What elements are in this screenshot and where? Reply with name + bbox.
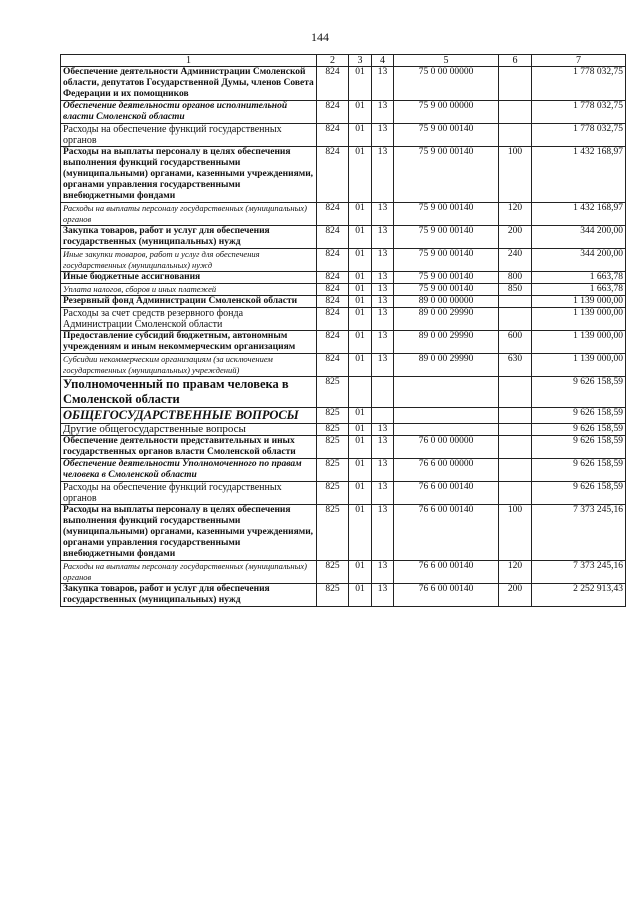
target-article-cell: 75 9 00 00140: [394, 272, 499, 284]
name-cell: Расходы на выплаты персоналу государственных (муниципальных) органов: [61, 561, 317, 584]
ved-cell: 824: [317, 272, 349, 284]
table-row: [61, 436, 626, 459]
ved-cell: 824: [317, 124, 349, 147]
expense-type-cell: [499, 101, 532, 124]
table-row: [61, 284, 626, 296]
expense-type-cell: [499, 377, 532, 408]
subsection-cell: 13: [372, 459, 394, 482]
section-cell: 01: [349, 331, 372, 354]
section-cell: 01: [349, 354, 372, 377]
section-cell: 01: [349, 124, 372, 147]
subsection-cell: [372, 377, 394, 408]
amount-cell: 1 432 168,97: [532, 147, 626, 203]
header-row: [61, 55, 626, 67]
header-cell: 5: [394, 55, 499, 67]
name-cell: Обеспечение деятельности Администрации Смоленской области, депутатов Государственной Думы, членов Совета Федерации и их помощников: [61, 67, 317, 101]
header-cell: 1: [61, 55, 317, 67]
expense-type-cell: 200: [499, 584, 532, 607]
amount-cell: 7 373 245,16: [532, 561, 626, 584]
section-cell: 01: [349, 436, 372, 459]
section-cell: 01: [349, 505, 372, 561]
name-cell: Обеспечение деятельности органов исполнительной власти Смоленской области: [61, 101, 317, 124]
ved-cell: 824: [317, 203, 349, 226]
expense-type-cell: 600: [499, 331, 532, 354]
section-cell: 01: [349, 101, 372, 124]
name-cell: Расходы на обеспечение функций государственных органов: [61, 124, 317, 147]
subsection-cell: [372, 408, 394, 424]
target-article-cell: 75 9 00 00140: [394, 249, 499, 272]
ved-cell: 825: [317, 424, 349, 436]
table-row: [61, 459, 626, 482]
section-cell: 01: [349, 584, 372, 607]
section-cell: 01: [349, 249, 372, 272]
name-cell: Расходы на выплаты персоналу государственных (муниципальных) органов: [61, 203, 317, 226]
target-article-cell: 76 6 00 00140: [394, 505, 499, 561]
expense-type-cell: [499, 296, 532, 308]
ved-cell: 824: [317, 226, 349, 249]
name-cell: Обеспечение деятельности Уполномоченного по правам человека в Смоленской области: [61, 459, 317, 482]
amount-cell: 1 139 000,00: [532, 308, 626, 331]
table-body: [61, 67, 626, 607]
expense-type-cell: [499, 308, 532, 331]
target-article-cell: 75 9 00 00140: [394, 203, 499, 226]
section-cell: 01: [349, 424, 372, 436]
target-article-cell: 89 0 00 00000: [394, 296, 499, 308]
table-row: [61, 67, 626, 101]
expense-type-cell: 800: [499, 272, 532, 284]
subsection-cell: 13: [372, 424, 394, 436]
target-article-cell: 89 0 00 29990: [394, 308, 499, 331]
subsection-cell: 13: [372, 272, 394, 284]
amount-cell: 2 252 913,43: [532, 584, 626, 607]
target-article-cell: 75 9 00 00140: [394, 147, 499, 203]
section-cell: 01: [349, 561, 372, 584]
target-article-cell: 75 9 00 00000: [394, 101, 499, 124]
name-cell: Предоставление субсидий бюджетным, автономным учреждениям и иным некоммерческим организациям: [61, 331, 317, 354]
subsection-cell: 13: [372, 482, 394, 505]
amount-cell: 1 139 000,00: [532, 331, 626, 354]
table-row: [61, 354, 626, 377]
amount-cell: 1 139 000,00: [532, 296, 626, 308]
header-cell: 3: [349, 55, 372, 67]
table-row: [61, 226, 626, 249]
name-cell: Расходы за счет средств резервного фонда Администрации Смоленской области: [61, 308, 317, 331]
amount-cell: 1 778 032,75: [532, 101, 626, 124]
expense-type-cell: [499, 408, 532, 424]
subsection-cell: 13: [372, 226, 394, 249]
table-row: [61, 308, 626, 331]
table-row: [61, 561, 626, 584]
ved-cell: 825: [317, 459, 349, 482]
subsection-cell: 13: [372, 436, 394, 459]
table-row: [61, 505, 626, 561]
amount-cell: 344 200,00: [532, 226, 626, 249]
section-cell: 01: [349, 147, 372, 203]
section-cell: 01: [349, 226, 372, 249]
target-article-cell: [394, 377, 499, 408]
ved-cell: 824: [317, 101, 349, 124]
amount-cell: 1 432 168,97: [532, 203, 626, 226]
name-cell: Другие общегосударственные вопросы: [61, 424, 317, 436]
subsection-cell: 13: [372, 296, 394, 308]
budget-table: [60, 54, 626, 607]
ved-cell: 824: [317, 331, 349, 354]
ved-cell: 824: [317, 147, 349, 203]
target-article-cell: [394, 408, 499, 424]
ved-cell: 825: [317, 377, 349, 408]
section-cell: 01: [349, 296, 372, 308]
ved-cell: 824: [317, 249, 349, 272]
expense-type-cell: [499, 67, 532, 101]
target-article-cell: 75 9 00 00140: [394, 124, 499, 147]
target-article-cell: 75 9 00 00140: [394, 284, 499, 296]
subsection-cell: 13: [372, 354, 394, 377]
name-cell: Расходы на обеспечение функций государственных органов: [61, 482, 317, 505]
subsection-cell: 13: [372, 284, 394, 296]
name-cell: Расходы на выплаты персоналу в целях обеспечения выполнения функций государственными (муниципальными) органами, казенными учреждениями, органами управления государственными внебюджетными фондами: [61, 505, 317, 561]
section-cell: 01: [349, 408, 372, 424]
expense-type-cell: [499, 436, 532, 459]
subsection-cell: 13: [372, 584, 394, 607]
ved-cell: 824: [317, 67, 349, 101]
target-article-cell: 89 0 00 29990: [394, 331, 499, 354]
section-cell: 01: [349, 67, 372, 101]
section-cell: 01: [349, 284, 372, 296]
ved-cell: 824: [317, 354, 349, 377]
target-article-cell: [394, 424, 499, 436]
table-row: [61, 296, 626, 308]
section-cell: 01: [349, 308, 372, 331]
ved-cell: 824: [317, 308, 349, 331]
subsection-cell: 13: [372, 101, 394, 124]
name-cell: Закупка товаров, работ и услуг для обеспечения государственных (муниципальных) нужд: [61, 584, 317, 607]
expense-type-cell: [499, 124, 532, 147]
subsection-cell: 13: [372, 331, 394, 354]
target-article-cell: 76 6 00 00140: [394, 584, 499, 607]
name-cell: Расходы на выплаты персоналу в целях обеспечения выполнения функций государственными (муниципальными) органами, казенными учреждениями, органами управления государственными внебюджетными фондами: [61, 147, 317, 203]
expense-type-cell: 120: [499, 561, 532, 584]
ved-cell: 825: [317, 505, 349, 561]
amount-cell: 1 663,78: [532, 284, 626, 296]
subsection-cell: 13: [372, 505, 394, 561]
subsection-cell: 13: [372, 203, 394, 226]
ved-cell: 824: [317, 284, 349, 296]
subsection-cell: 13: [372, 147, 394, 203]
name-cell: Уплата налогов, сборов и иных платежей: [61, 284, 317, 296]
expense-type-cell: 240: [499, 249, 532, 272]
table-row: [61, 424, 626, 436]
expense-type-cell: 100: [499, 147, 532, 203]
table-row: [61, 272, 626, 284]
section-cell: [349, 377, 372, 408]
subsection-cell: 13: [372, 67, 394, 101]
section-cell: 01: [349, 459, 372, 482]
header-cell: 6: [499, 55, 532, 67]
amount-cell: 9 626 158,59: [532, 408, 626, 424]
target-article-cell: 76 6 00 00140: [394, 561, 499, 584]
ved-cell: 824: [317, 296, 349, 308]
name-cell: Субсидии некоммерческим организациям (за исключением государственных (муниципальных) учреждений): [61, 354, 317, 377]
table-row: [61, 331, 626, 354]
amount-cell: 9 626 158,59: [532, 459, 626, 482]
name-cell: Закупка товаров, работ и услуг для обеспечения государственных (муниципальных) нужд: [61, 226, 317, 249]
target-article-cell: 76 6 00 00140: [394, 482, 499, 505]
amount-cell: 9 626 158,59: [532, 482, 626, 505]
expense-type-cell: [499, 459, 532, 482]
table-row: [61, 377, 626, 408]
amount-cell: 1 778 032,75: [532, 67, 626, 101]
amount-cell: 7 373 245,16: [532, 505, 626, 561]
table-row: [61, 147, 626, 203]
target-article-cell: 76 6 00 00000: [394, 459, 499, 482]
ved-cell: 825: [317, 584, 349, 607]
expense-type-cell: 630: [499, 354, 532, 377]
name-cell: Иные закупки товаров, работ и услуг для обеспечения государственных (муниципальных) нужд: [61, 249, 317, 272]
subsection-cell: 13: [372, 124, 394, 147]
header-cell: 4: [372, 55, 394, 67]
expense-type-cell: 200: [499, 226, 532, 249]
ved-cell: 825: [317, 482, 349, 505]
expense-type-cell: 850: [499, 284, 532, 296]
subsection-cell: 13: [372, 308, 394, 331]
amount-cell: 1 139 000,00: [532, 354, 626, 377]
target-article-cell: 75 9 00 00140: [394, 226, 499, 249]
header-cell: 7: [532, 55, 626, 67]
amount-cell: 9 626 158,59: [532, 424, 626, 436]
amount-cell: 1 778 032,75: [532, 124, 626, 147]
subsection-cell: 13: [372, 561, 394, 584]
header-cell: 2: [317, 55, 349, 67]
amount-cell: 9 626 158,59: [532, 377, 626, 408]
amount-cell: 9 626 158,59: [532, 436, 626, 459]
name-cell: ОБЩЕГОСУДАРСТВЕННЫЕ ВОПРОСЫ: [61, 408, 317, 424]
table-row: [61, 203, 626, 226]
table-row: [61, 584, 626, 607]
target-article-cell: 75 0 00 00000: [394, 67, 499, 101]
expense-type-cell: 120: [499, 203, 532, 226]
table-row: [61, 482, 626, 505]
section-cell: 01: [349, 203, 372, 226]
ved-cell: 825: [317, 436, 349, 459]
name-cell: Обеспечение деятельности представительных и иных государственных органов власти Смоленской области: [61, 436, 317, 459]
ved-cell: 825: [317, 408, 349, 424]
amount-cell: 1 663,78: [532, 272, 626, 284]
table-row: [61, 408, 626, 424]
section-cell: 01: [349, 482, 372, 505]
table-row: [61, 249, 626, 272]
expense-type-cell: [499, 424, 532, 436]
ved-cell: 825: [317, 561, 349, 584]
target-article-cell: 89 0 00 29990: [394, 354, 499, 377]
amount-cell: 344 200,00: [532, 249, 626, 272]
page-number: 144: [311, 30, 329, 44]
target-article-cell: 76 0 00 00000: [394, 436, 499, 459]
name-cell: Резервный фонд Администрации Смоленской области: [61, 296, 317, 308]
name-cell: Уполномоченный по правам человека в Смоленской области: [61, 377, 317, 408]
table-row: [61, 124, 626, 147]
expense-type-cell: [499, 482, 532, 505]
table-row: [61, 101, 626, 124]
expense-type-cell: 100: [499, 505, 532, 561]
section-cell: 01: [349, 272, 372, 284]
subsection-cell: 13: [372, 249, 394, 272]
name-cell: Иные бюджетные ассигнования: [61, 272, 317, 284]
